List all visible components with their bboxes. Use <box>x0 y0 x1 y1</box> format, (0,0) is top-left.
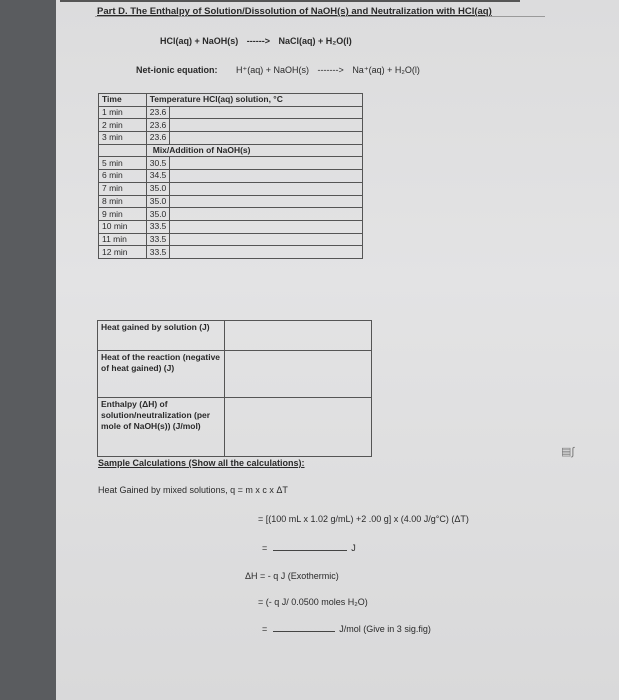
net-ionic-equation <box>136 65 420 76</box>
blank-cell <box>170 220 363 233</box>
blank-cell <box>170 195 363 208</box>
blank-cell <box>170 182 363 195</box>
table-row <box>99 195 363 208</box>
results-value-cell[interactable] <box>225 351 372 398</box>
reaction-equation <box>160 36 352 46</box>
time-cell: 8 min <box>99 195 147 208</box>
results-table <box>97 320 372 457</box>
table-row <box>99 182 363 195</box>
temp-cell: 23.6 <box>146 119 170 132</box>
calc-line-3: = (- q J/ 0.0500 moles H₂O) <box>258 597 368 607</box>
table-row <box>99 132 363 145</box>
blank-cell <box>170 208 363 221</box>
calc-line-4-unit: J/mol (Give in 3 sig.fig) <box>339 624 431 634</box>
part-title: Part D. The Enthalpy of Solution/Dissolution of NaOH(s) and Neutralization with HCl(aq) <box>97 6 492 17</box>
blank-cell <box>170 119 363 132</box>
mix-header: Mix/Addition of NaOH(s) <box>146 144 362 157</box>
time-cell: 7 min <box>99 182 147 195</box>
results-row <box>98 398 372 457</box>
blank-cell <box>170 106 363 119</box>
blank-cell <box>170 170 363 183</box>
sample-calc-title: Sample Calculations (Show all the calculations): <box>98 458 305 468</box>
net-ionic-label: Net-ionic equation: <box>136 65 218 75</box>
results-label: Heat of the reaction (negative of heat gained) (J) <box>98 351 225 398</box>
temp-table-header-row <box>99 94 363 107</box>
results-row <box>98 351 372 398</box>
time-cell: 2 min <box>99 119 147 132</box>
reaction-right: NaCl(aq) + H₂O(l) <box>278 36 352 46</box>
reaction-arrow: ------> <box>246 36 271 46</box>
temp-cell: 35.0 <box>146 195 170 208</box>
time-cell: 11 min <box>99 233 147 246</box>
results-value-cell[interactable] <box>225 321 372 351</box>
blank-cell <box>170 246 363 259</box>
calc-line-2-unit: J <box>351 543 356 553</box>
heat-gained-formula: Heat Gained by mixed solutions, q = m x c x ΔT <box>98 485 288 495</box>
table-row <box>99 119 363 132</box>
net-ionic-arrow: -------> <box>317 65 344 75</box>
table-row <box>99 170 363 183</box>
net-ionic-left: H⁺(aq) + NaOH(s) <box>236 65 310 75</box>
blank-cell <box>170 233 363 246</box>
table-row <box>99 233 363 246</box>
blank-cell <box>170 157 363 170</box>
top-rule <box>60 0 520 2</box>
time-cell: 1 min <box>99 106 147 119</box>
time-header: Time <box>99 94 147 107</box>
calc-line-4 <box>262 624 431 634</box>
results-row <box>98 321 372 351</box>
results-value-cell[interactable] <box>225 398 372 457</box>
calc-line-2 <box>262 543 356 553</box>
calc-line-2-prefix: = <box>262 543 268 553</box>
blank-cell <box>170 132 363 145</box>
enthalpy-answer-blank[interactable] <box>273 631 335 632</box>
table-row <box>99 208 363 221</box>
table-row <box>99 106 363 119</box>
table-row <box>99 220 363 233</box>
reaction-left: HCl(aq) + NaOH(s) <box>160 36 239 46</box>
time-cell: 6 min <box>99 170 147 183</box>
mix-row <box>99 144 363 157</box>
delta-h-line: ΔH = - q J (Exothermic) <box>245 571 339 581</box>
temp-cell: 35.0 <box>146 182 170 195</box>
temp-cell: 33.5 <box>146 246 170 259</box>
temp-cell: 34.5 <box>146 170 170 183</box>
time-cell: 5 min <box>99 157 147 170</box>
time-cell: 10 min <box>99 220 147 233</box>
net-ionic-right: Na⁺(aq) + H₂O(l) <box>352 65 420 75</box>
time-cell: 3 min <box>99 132 147 145</box>
table-row <box>99 157 363 170</box>
temp-cell: 35.0 <box>146 208 170 221</box>
results-label: Heat gained by solution (J) <box>98 321 225 351</box>
scan-artifact-icon: ▤∫ <box>561 446 575 458</box>
temp-cell: 30.5 <box>146 157 170 170</box>
heat-answer-blank[interactable] <box>273 550 347 551</box>
temp-cell: 33.5 <box>146 233 170 246</box>
blank-cell <box>99 144 147 157</box>
temperature-header: Temperature HCl(aq) solution, °C <box>146 94 362 107</box>
temp-cell: 33.5 <box>146 220 170 233</box>
calc-line-4-prefix: = <box>262 624 268 634</box>
temp-cell: 23.6 <box>146 106 170 119</box>
time-cell: 12 min <box>99 246 147 259</box>
table-row <box>99 246 363 259</box>
calc-line-1: = [(100 mL x 1.02 g/mL) +2 .00 g] x (4.00 J/g°C) (ΔT) <box>258 514 469 524</box>
results-label: Enthalpy (ΔH) of solution/neutralization (per mole of NaOH(s)) (J/mol) <box>98 398 225 457</box>
temp-cell: 23.6 <box>146 132 170 145</box>
time-cell: 9 min <box>99 208 147 221</box>
temperature-table <box>98 93 363 259</box>
